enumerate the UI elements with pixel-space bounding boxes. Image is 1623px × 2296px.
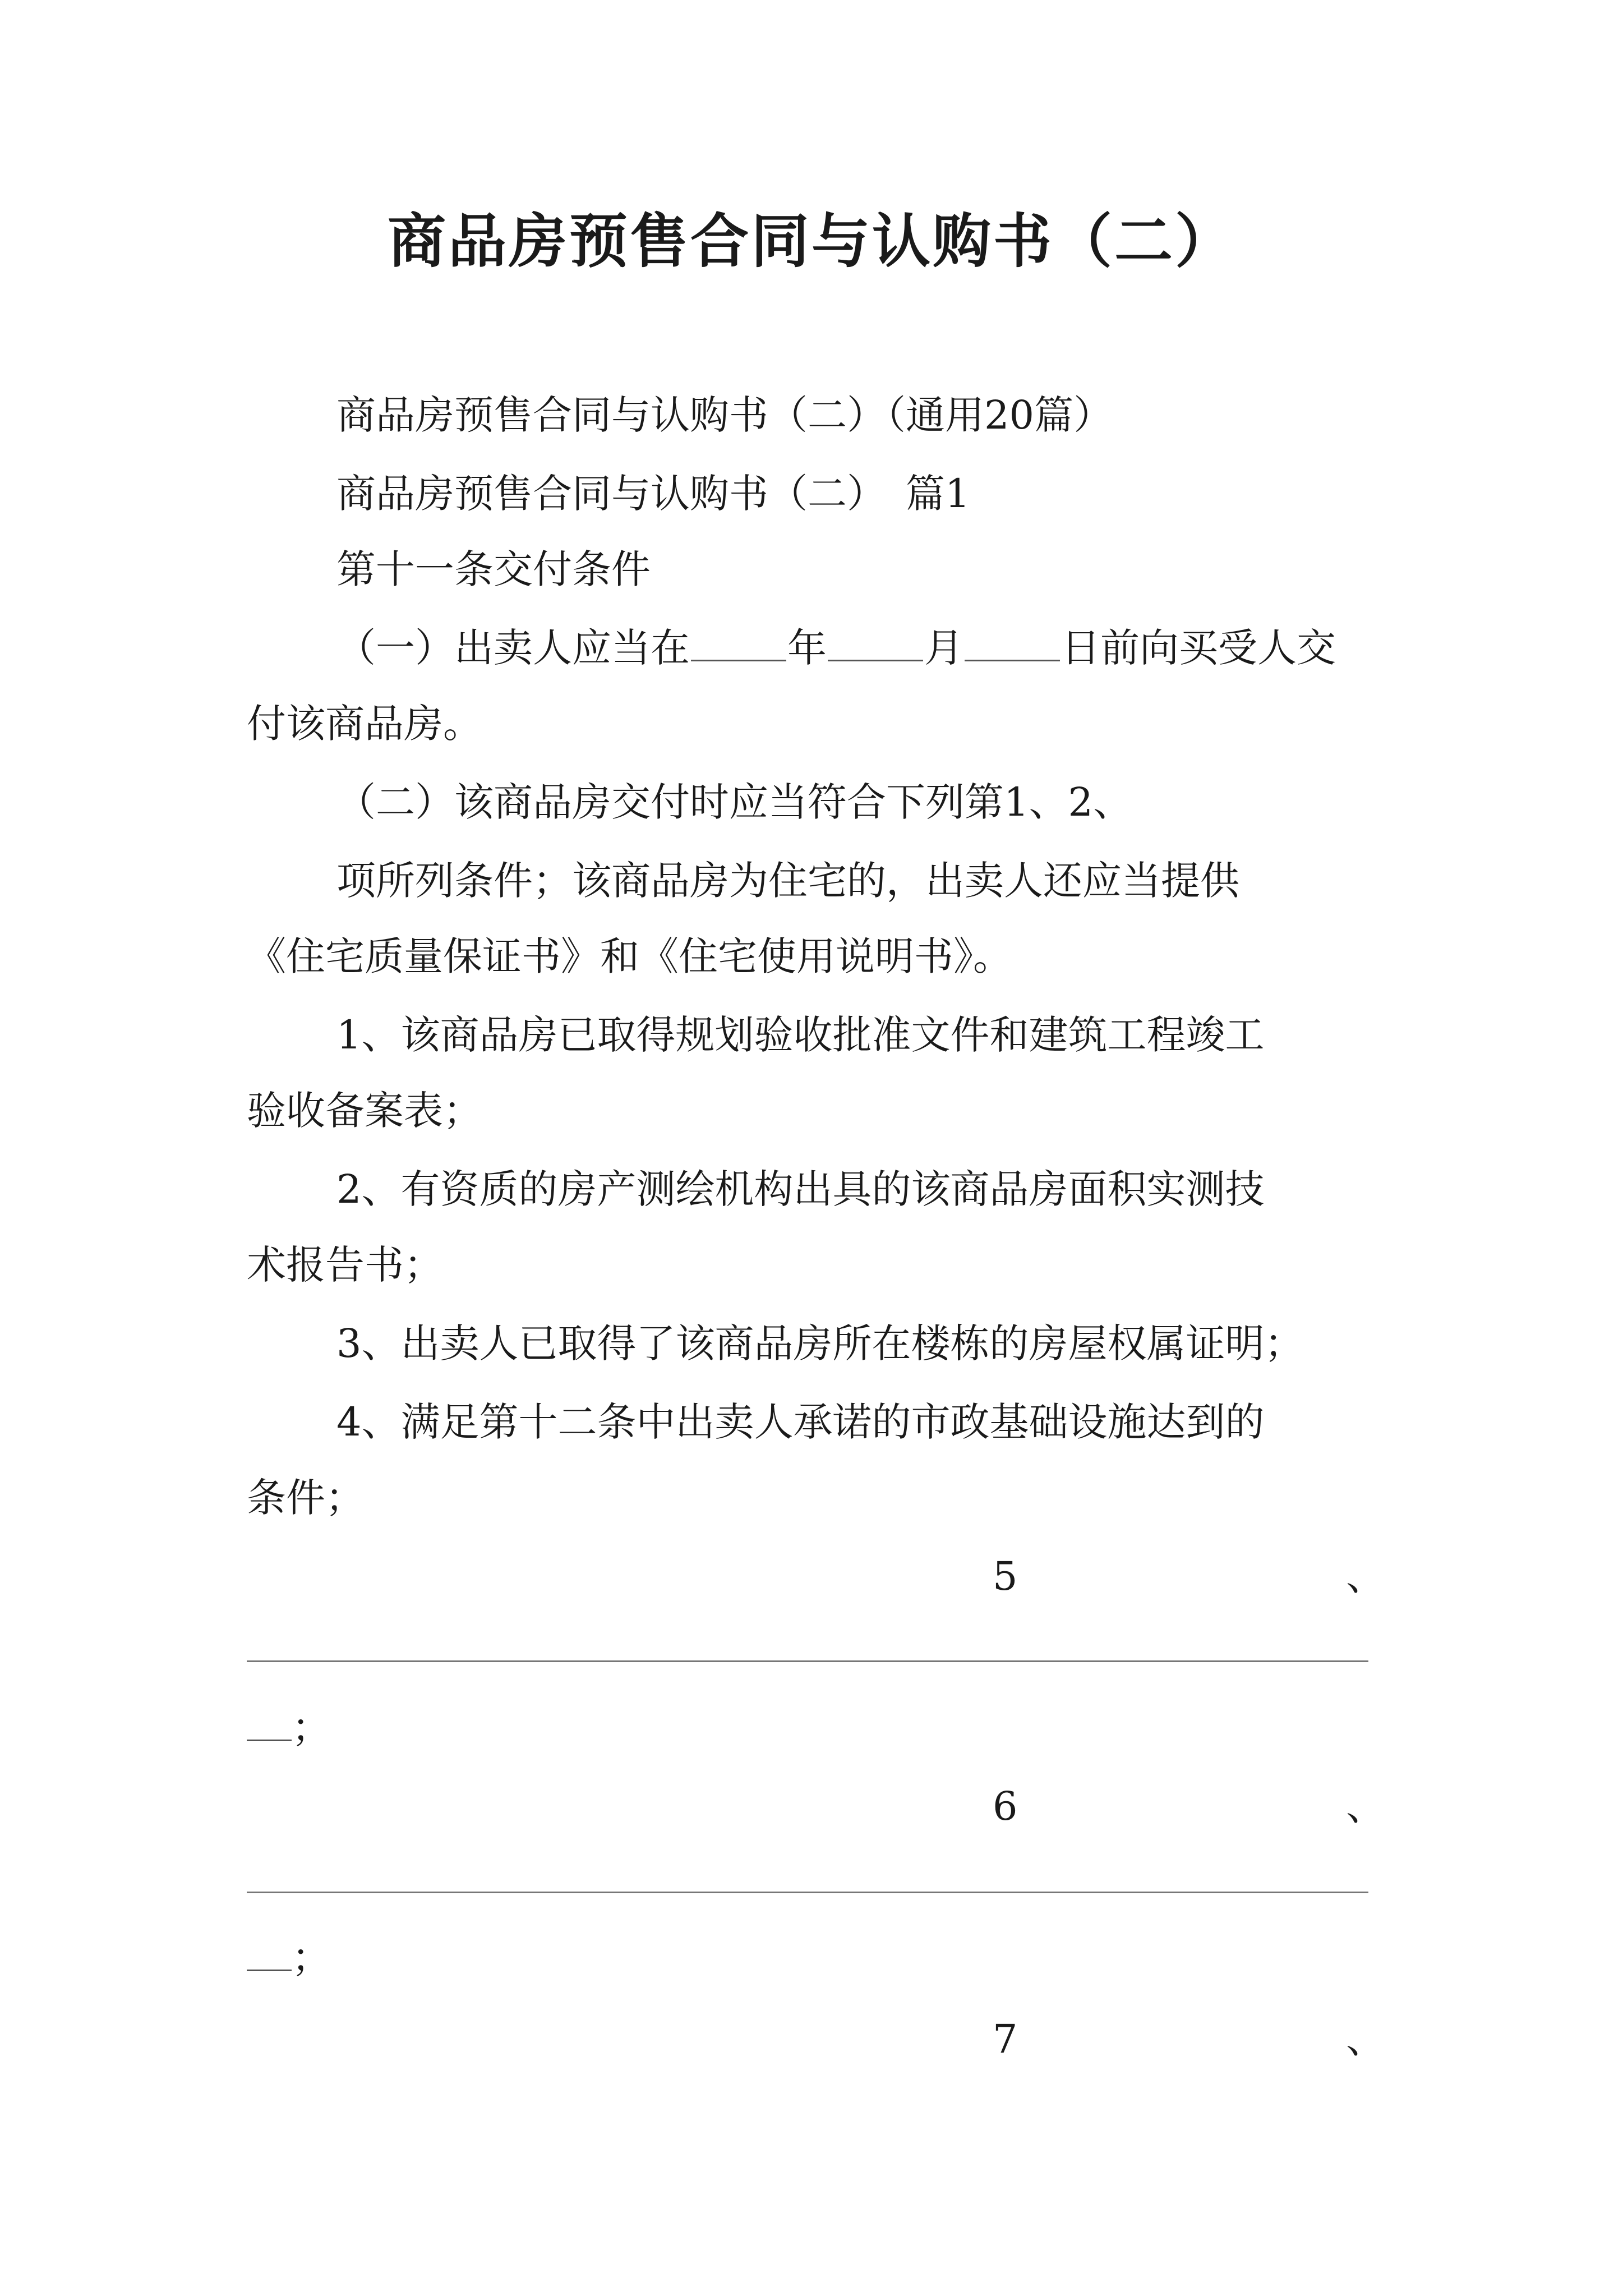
document-title: 商品房预售合同与认购书（二） <box>387 207 1235 275</box>
month-blank <box>828 626 923 661</box>
item-7-separator: 、 <box>1346 2016 1385 2062</box>
section-heading: 商品房预售合同与认购书（二） 篇1 <box>336 471 970 517</box>
item-6-fill-line <box>247 1892 1368 1893</box>
item-6-tail <box>247 1930 331 1986</box>
clause-2-continuation-1: 项所列条件；该商品房为住宅的，出卖人还应当提供 <box>336 858 1239 904</box>
item-6-number: 6 <box>993 1783 1018 1829</box>
clause-1 <box>336 620 1336 676</box>
item-2-line-2: 术报告书； <box>247 1242 443 1288</box>
item-1-line-2: 验收备案表； <box>247 1088 482 1134</box>
item-5-number: 5 <box>993 1553 1018 1599</box>
clause-1-text-a: （一）出卖人应当在 <box>336 625 690 671</box>
item-2-line-1: 2、有资质的房产测绘机构出具的该商品房面积实测技 <box>336 1166 1265 1212</box>
item-6-end: ； <box>292 1935 331 1981</box>
item-5-tail <box>247 1700 331 1756</box>
item-4-line-2: 条件； <box>247 1475 365 1521</box>
article-heading: 第十一条交付条件 <box>336 546 651 592</box>
item-1-line-1: 1、该商品房已取得规划验收批准文件和建筑工程竣工 <box>336 1012 1265 1058</box>
item-5-end: ； <box>292 1705 331 1751</box>
item-6-separator: 、 <box>1346 1783 1385 1829</box>
item-5-short-blank <box>247 1706 292 1741</box>
year-blank <box>691 626 786 661</box>
clause-1-continuation: 付该商品房。 <box>247 701 482 747</box>
clause-1-text-d: 日前向买受人交 <box>1061 625 1336 671</box>
clause-2: （二）该商品房交付时应当符合下列第1、2、 <box>336 779 1133 825</box>
clause-2-continuation-2: 《住宅质量保证书》和《住宅使用说明书》。 <box>247 933 1012 979</box>
clause-1-text-b: 年 <box>787 625 827 671</box>
item-5-separator: 、 <box>1346 1553 1385 1599</box>
document-subtitle: 商品房预售合同与认购书（二）（通用20篇） <box>336 392 1113 438</box>
item-3-line-1: 3、出卖人已取得了该商品房所在楼栋的房屋权属证明； <box>336 1320 1304 1366</box>
item-5-fill-line <box>247 1660 1368 1662</box>
item-6-short-blank <box>247 1936 292 1971</box>
day-blank <box>965 626 1060 661</box>
item-7-number: 7 <box>993 2016 1018 2062</box>
clause-1-text-c: 月 <box>924 625 963 671</box>
item-4-line-1: 4、满足第十二条中出卖人承诺的市政基础设施达到的 <box>336 1399 1265 1445</box>
